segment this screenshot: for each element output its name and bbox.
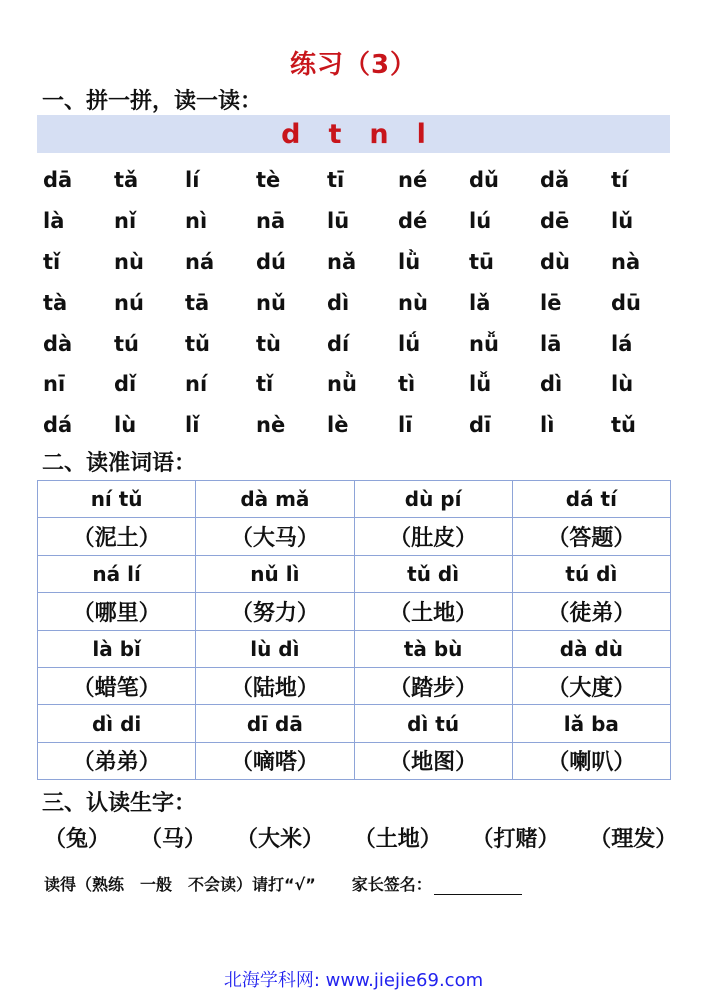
pinyin-syllable: tǔ — [611, 413, 636, 438]
word-pinyin: tǔ dì — [354, 555, 512, 592]
pinyin-syllable: lī — [398, 413, 413, 438]
character-item: （马） — [140, 827, 207, 852]
word-hanzi: （蜡笔） — [38, 667, 196, 704]
pinyin-syllable: tú — [114, 331, 139, 356]
word-pinyin-row — [38, 705, 671, 742]
word-pinyin: dà mǎ — [196, 481, 354, 518]
pinyin-syllable: lē — [540, 290, 562, 315]
word-hanzi: （大马） — [196, 518, 354, 555]
word-hanzi: （答题） — [512, 518, 670, 555]
pinyin-syllable: ná — [185, 249, 215, 274]
pinyin-syllable: dī — [469, 413, 492, 438]
word-hanzi: （哪里） — [38, 593, 196, 630]
word-hanzi: （土地） — [354, 593, 512, 630]
pinyin-syllable: dǔ — [469, 168, 499, 193]
character-item: （大米） — [236, 827, 325, 852]
pinyin-syllable: dū — [611, 290, 641, 315]
words-table — [37, 480, 671, 780]
pinyin-syllable: tǐ — [43, 249, 61, 274]
pinyin-syllable: tà — [43, 290, 68, 315]
pinyin-syllable: nè — [256, 413, 286, 438]
pinyin-syllable: lí — [185, 168, 200, 193]
pinyin-syllable: nǚ — [469, 331, 499, 356]
word-hanzi: （大度） — [512, 667, 670, 704]
pinyin-row — [43, 160, 682, 201]
pinyin-syllable: lá — [611, 331, 633, 356]
pinyin-syllable: dí — [327, 331, 350, 356]
pinyin-syllable: tǎ — [114, 168, 139, 193]
word-pinyin: dī dā — [196, 705, 354, 742]
pinyin-row — [43, 242, 682, 283]
word-hanzi-row — [38, 667, 671, 704]
word-hanzi: （努力） — [196, 593, 354, 630]
pinyin-syllable: tí — [611, 168, 629, 193]
word-pinyin: dì tú — [354, 705, 512, 742]
pinyin-syllable: dì — [327, 290, 350, 315]
pinyin-syllable: nǎ — [327, 249, 357, 274]
word-pinyin: lù dì — [196, 630, 354, 667]
word-pinyin-row — [38, 481, 671, 518]
pinyin-syllable: tī — [327, 168, 345, 193]
reading-level-text: 读得（熟练 一般 不会读）请打“√” — [44, 875, 316, 894]
pinyin-syllable: nù — [398, 290, 428, 315]
pinyin-syllable: lǐ — [185, 413, 200, 438]
word-hanzi: （肚皮） — [354, 518, 512, 555]
pinyin-syllable: lù — [611, 372, 634, 397]
pinyin-syllable: dé — [398, 209, 428, 234]
word-pinyin: tà bù — [354, 630, 512, 667]
character-item: （理发） — [589, 827, 678, 852]
pinyin-syllable: dǐ — [114, 372, 137, 397]
word-hanzi-row — [38, 742, 671, 779]
pinyin-syllable: tì — [398, 372, 416, 397]
word-hanzi: （弟弟） — [38, 742, 196, 779]
pinyin-syllable: lā — [540, 331, 562, 356]
parent-sign-label: 家长签名： — [351, 875, 432, 894]
word-hanzi-row — [38, 593, 671, 630]
page-title: 练习（3） — [289, 50, 418, 80]
pinyin-syllable: lǔ — [611, 209, 634, 234]
pinyin-syllable: tǔ — [185, 331, 210, 356]
section-3-heading: 三、认读生字： — [42, 791, 197, 816]
pinyin-row — [43, 201, 682, 242]
word-hanzi-row — [38, 518, 671, 555]
word-hanzi: （徒弟） — [512, 593, 670, 630]
footer-watermark: 北海学科网: www.jiejie69.com — [223, 970, 484, 991]
pinyin-syllable: lì — [540, 413, 555, 438]
pinyin-syllable: tǐ — [256, 372, 274, 397]
section-1-heading: 一、拼一拼，读一读： — [42, 89, 263, 114]
pinyin-syllable: là — [43, 209, 65, 234]
word-pinyin: tú dì — [512, 555, 670, 592]
pinyin-syllable: lū — [327, 209, 350, 234]
pinyin-syllable: lù — [114, 413, 137, 438]
pinyin-syllable: dù — [540, 249, 570, 274]
word-hanzi: （嘀嗒） — [196, 742, 354, 779]
letter-d: d — [281, 118, 301, 150]
pinyin-syllable: nà — [611, 249, 641, 274]
pinyin-syllable: lǜ — [398, 249, 421, 274]
pinyin-row — [43, 405, 682, 446]
pinyin-syllable: dǎ — [540, 168, 570, 193]
word-pinyin: là bǐ — [38, 630, 196, 667]
character-item: （打赌） — [471, 827, 560, 852]
pinyin-grid — [43, 160, 682, 446]
pinyin-syllable: lǎ — [469, 290, 491, 315]
pinyin-syllable: dì — [540, 372, 563, 397]
word-pinyin: ní tǔ — [38, 481, 196, 518]
word-pinyin-row — [38, 555, 671, 592]
pinyin-syllable: lǚ — [469, 372, 492, 397]
character-item: （兔） — [44, 827, 111, 852]
pinyin-row — [43, 364, 682, 405]
pinyin-syllable: nǐ — [114, 209, 137, 234]
word-hanzi: （泥土） — [38, 518, 196, 555]
word-pinyin: nǔ lì — [196, 555, 354, 592]
pinyin-syllable: tū — [469, 249, 494, 274]
word-hanzi: （喇叭） — [512, 742, 670, 779]
pinyin-syllable: nú — [114, 290, 144, 315]
pinyin-syllable: tā — [185, 290, 210, 315]
character-list — [44, 822, 707, 853]
pinyin-row — [43, 282, 682, 323]
word-pinyin: dì di — [38, 705, 196, 742]
signature-line[interactable] — [434, 878, 522, 895]
word-hanzi: （地图） — [354, 742, 512, 779]
word-hanzi: （陆地） — [196, 667, 354, 704]
letter-l: l — [416, 118, 426, 150]
pinyin-syllable: nǔ — [256, 290, 286, 315]
pinyin-syllable: ní — [185, 372, 208, 397]
section-2-heading: 二、读准词语： — [42, 451, 197, 476]
pinyin-syllable: nǜ — [327, 372, 357, 397]
word-pinyin: ná lí — [38, 555, 196, 592]
letter-n: n — [369, 118, 389, 150]
letter-t: t — [328, 118, 342, 150]
pinyin-syllable: dú — [256, 249, 286, 274]
pinyin-row — [43, 323, 682, 364]
pinyin-syllable: lǘ — [398, 331, 421, 356]
pinyin-syllable: nā — [256, 209, 286, 234]
word-pinyin: dá tí — [512, 481, 670, 518]
character-item: （土地） — [353, 827, 442, 852]
letters-band — [37, 115, 670, 153]
pinyin-syllable: tù — [256, 331, 281, 356]
pinyin-syllable: nī — [43, 372, 66, 397]
reading-note — [44, 872, 522, 895]
pinyin-syllable: dā — [43, 168, 73, 193]
word-pinyin: lǎ ba — [512, 705, 670, 742]
word-pinyin: dà dù — [512, 630, 670, 667]
pinyin-syllable: nù — [114, 249, 144, 274]
pinyin-syllable: dà — [43, 331, 73, 356]
pinyin-syllable: né — [398, 168, 428, 193]
pinyin-syllable: lú — [469, 209, 492, 234]
pinyin-syllable: lè — [327, 413, 349, 438]
pinyin-syllable: dá — [43, 413, 73, 438]
word-pinyin: dù pí — [354, 481, 512, 518]
pinyin-syllable: dē — [540, 209, 570, 234]
pinyin-syllable: nì — [185, 209, 208, 234]
word-pinyin-row — [38, 630, 671, 667]
word-hanzi: （踏步） — [354, 667, 512, 704]
pinyin-syllable: tè — [256, 168, 281, 193]
